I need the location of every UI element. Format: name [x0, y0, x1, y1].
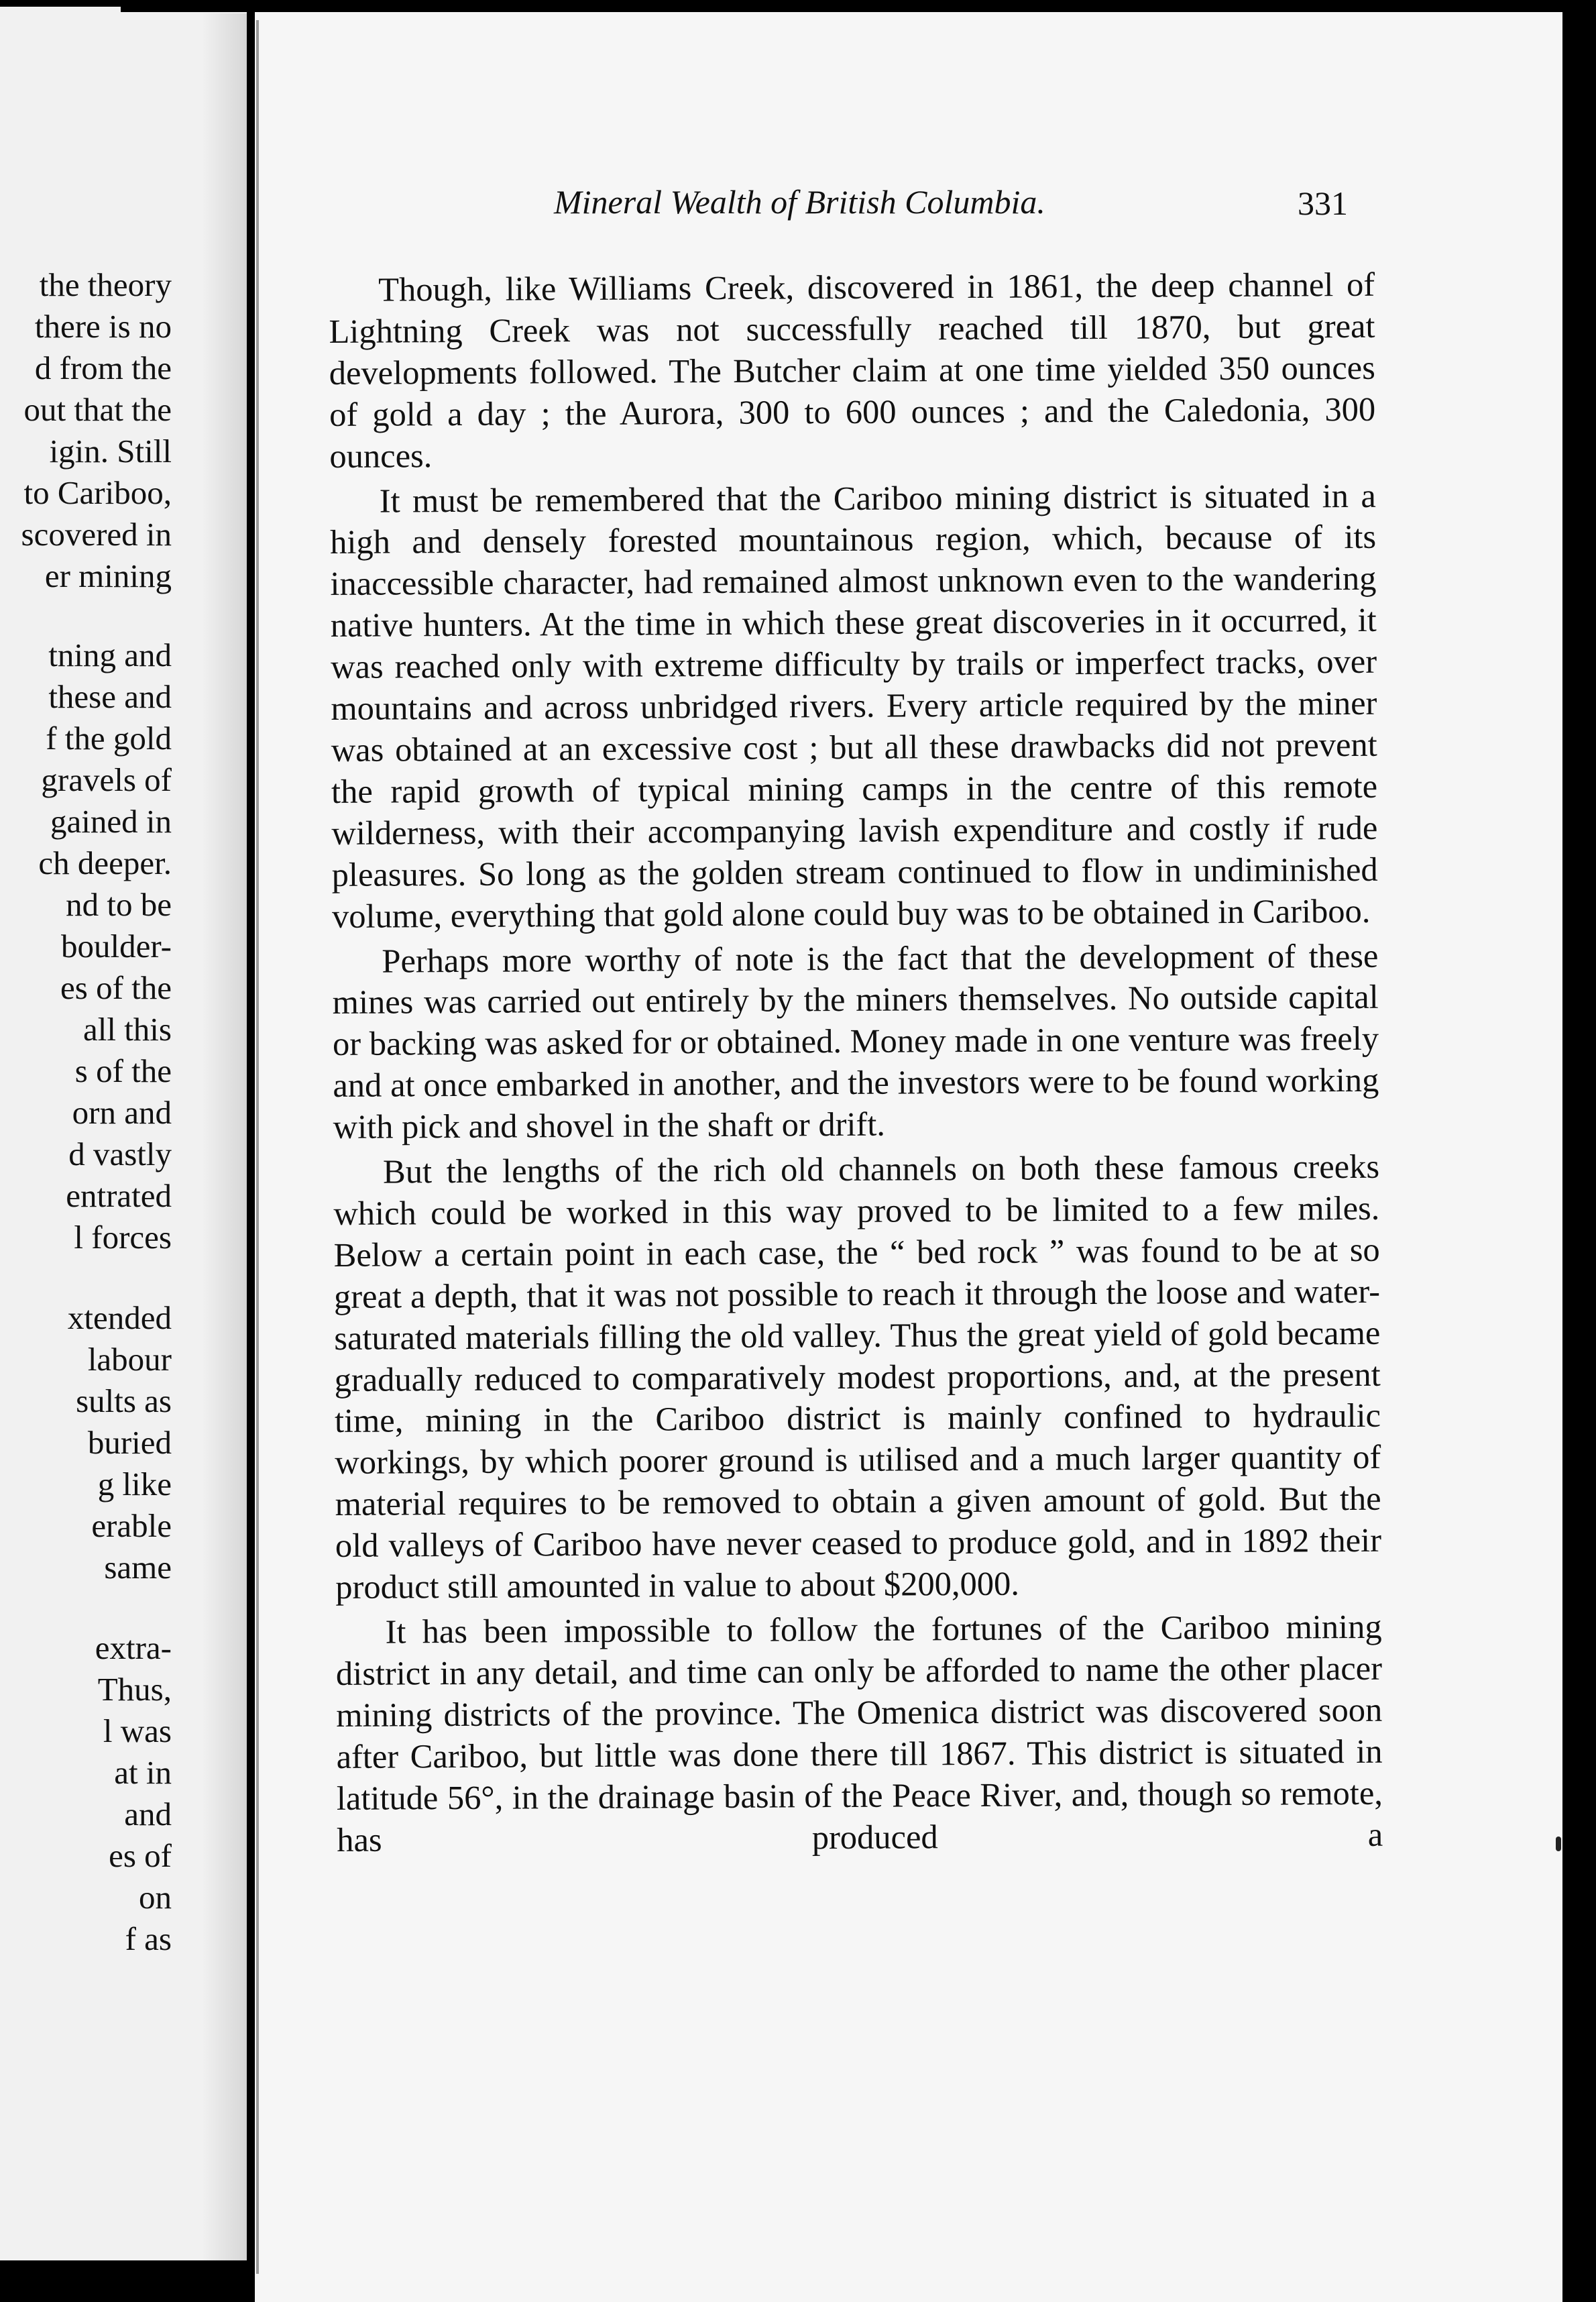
facing-page-line: s of the [74, 1052, 172, 1089]
ink-smudge [1556, 1837, 1561, 1851]
facing-page-line: tning and [48, 637, 172, 673]
page-number: 331 [1298, 184, 1348, 222]
facing-page-line: igin. Still [49, 433, 172, 470]
facing-page-line: er mining [44, 557, 172, 594]
facing-page-line: l was [103, 1712, 172, 1749]
facing-page-line: es of the [60, 969, 172, 1006]
spine-shadow [201, 13, 262, 2267]
facing-page-line: at in [114, 1754, 172, 1791]
facing-page-line: these and [48, 678, 172, 715]
facing-page-line: nd to be [66, 886, 172, 923]
paragraph: It has been impossible to follow the fortunes of the Cariboo mining district in any detail, and time can only be afforded to name the other placer mining districts of the province. The Omenica district was discovered soon after Cariboo, but little was done there till 1867. This district is situated in latitude 56°, in the drainage basin of the Peace River, and, though so remote, has produced a [335, 1607, 1383, 1859]
facing-page-line: gained in [50, 803, 172, 840]
scan-border-top [121, 0, 1562, 12]
facing-page-line: on [139, 1879, 172, 1916]
paragraph: Perhaps more worthy of note is the fact that the development of these mines was carried out entirely by the miners themselves. No outside capital or backing was asked for or obtained. Money made in one venture was freely and at once embarked in another, and the investors were to be found working with pick and shovel in the shaft or drift. [332, 936, 1379, 1146]
facing-page-line: g like [97, 1466, 172, 1502]
facing-page-line: d from the [34, 349, 172, 386]
facing-page-line: xtended [67, 1299, 172, 1336]
paragraph: It must be remembered that the Cariboo mining district is situated in a high and densely forested mountainous region, which, because of its inaccessible character, had remained almost unknown even to the wandering native hunters. At the time in which these great discoveries in it occurred, it was reached only with extreme difficulty by trails or imperfect tracks, over mountains and across unbridged rivers. Every article required by the miner was obtained at an excessive cost ; but all these drawbacks did not prevent the rapid growth of typical mining camps in the centre of this remote wilderness, with their accompanying lavish expenditure and costly if rude pleasures. So long as the golden stream continued to flow in undiminished volume, everything that gold alone could buy was to be obtained in Cariboo. [329, 476, 1378, 935]
facing-page-line: sults as [76, 1382, 172, 1419]
facing-page-line: es of [109, 1837, 172, 1874]
running-head: Mineral Wealth of British Columbia. [554, 183, 1045, 221]
scan-border-right [1562, 0, 1596, 2302]
paragraph: But the lengths of the rich old channels on both these famous creeks which could be worked in this way proved to be limited to a few miles. Below a certain point in each case, the “ bed rock ” was found to be at so great a depth, that it was not possible to reach it through the loose and water-saturated materials filling the old valley. Thus the great yield of gold became gradually reduced to comparatively modest proportions, and, at the present time, mining in the Cariboo district is mainly confined to hydraulic workings, by which poorer ground is utilised and a much larger quantity of material requires to be removed to obtain a given amount of gold. But the old valleys of Cariboo have never ceased to produce gold, and in 1892 their product still amounted in value to about $200,000. [333, 1147, 1382, 1606]
facing-page-line: all this [82, 1011, 172, 1048]
paragraph: Though, like Williams Creek, discovered in 1861, the deep channel of Lightning Creek was not successfully reached till 1870, but great developments followed. The Butcher claim at one time yielded 350 ounces of gold a day ; the Aurora, 300 to 600 ounces ; and the Caledonia, 300 ounces. [329, 265, 1376, 475]
facing-page-line: f the gold [46, 720, 172, 757]
facing-page-line: there is no [34, 308, 172, 345]
facing-page-line: Thus, [97, 1671, 172, 1708]
facing-page-line: d vastly [68, 1136, 172, 1172]
facing-page-line: the theory [39, 266, 172, 303]
facing-page-line: buried [87, 1424, 172, 1461]
facing-page-line: labour [87, 1341, 172, 1378]
facing-page-line: f as [125, 1920, 172, 1957]
facing-page-line: extra- [95, 1629, 172, 1666]
facing-page-line: and [124, 1796, 172, 1832]
facing-page-line: erable [91, 1507, 172, 1544]
facing-page-line: gravels of [41, 761, 172, 798]
facing-page-line: scovered in [21, 516, 172, 553]
gutter-line [256, 20, 259, 2274]
facing-page-line: boulder- [60, 928, 172, 965]
body-text [329, 264, 1383, 1865]
facing-page-line: orn and [72, 1094, 172, 1131]
facing-page-line: entrated [66, 1177, 172, 1214]
facing-page-line: ch deeper. [38, 844, 172, 881]
facing-page-line: l forces [74, 1219, 172, 1256]
facing-page-line: same [104, 1549, 172, 1586]
facing-page-line: out that the [23, 391, 172, 428]
facing-page-line: to Cariboo, [23, 474, 172, 511]
